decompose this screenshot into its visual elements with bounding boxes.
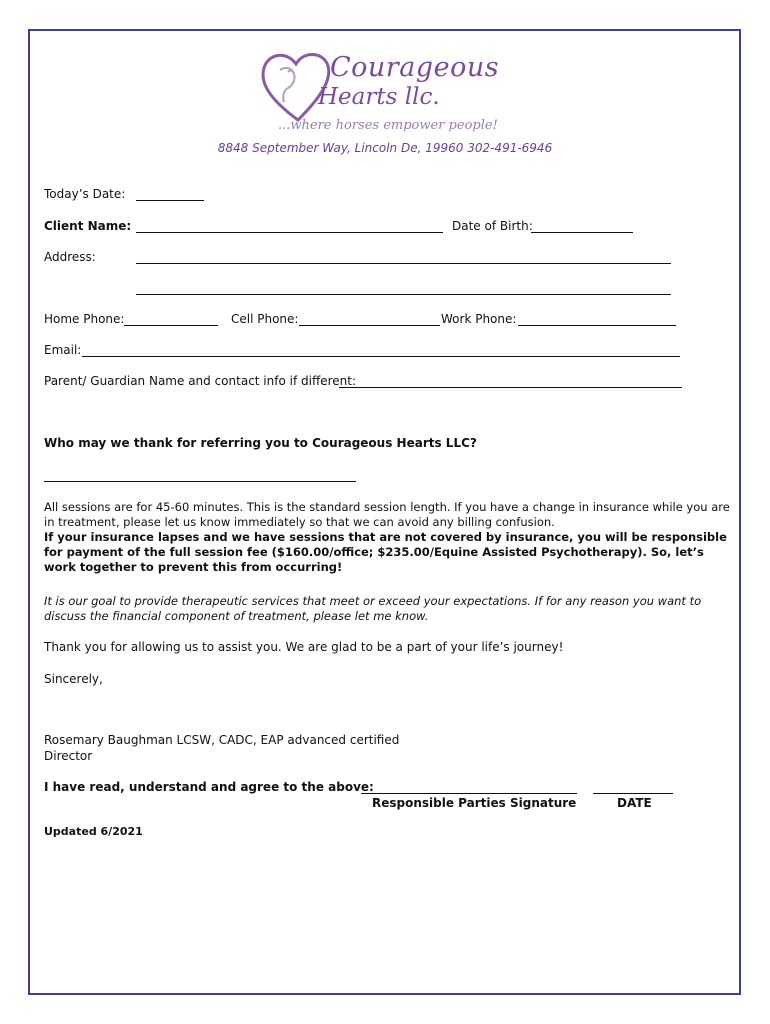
insurance-notice: If your insurance lapses and we have sessions that are not covered by insurance, you will be responsible for payment of the full session fee ($160.00/office; $235.00/Equine Assisted Psychotherapy). So, let’s work together to prevent this from occurring! xyxy=(44,530,727,574)
guardian-label: Parent/ Guardian Name and contact info if different: xyxy=(44,374,357,388)
work-phone-field[interactable] xyxy=(518,325,676,326)
cell-phone-field[interactable] xyxy=(299,325,440,326)
client-name-label: Client Name: xyxy=(44,219,132,233)
company-logo xyxy=(258,48,510,140)
signer-title: Director xyxy=(44,749,93,763)
company-address: 8848 September Way, Lincoln De, 19960 302-491-6946 xyxy=(217,141,553,155)
agreement-statement: I have read, understand and agree to the above: xyxy=(44,780,374,794)
email-label: Email: xyxy=(44,343,82,357)
logo-wordmark-line1: Courageous xyxy=(330,52,500,83)
date-label: DATE xyxy=(617,796,652,810)
address-field-line2[interactable] xyxy=(136,294,671,295)
closing-text: Sincerely, xyxy=(44,672,103,686)
todays-date-label: Today’s Date: xyxy=(44,187,126,201)
date-field[interactable] xyxy=(593,793,673,794)
address-label: Address: xyxy=(44,250,96,264)
goal-statement: It is our goal to provide therapeutic services that meet or exceed your expectations. If for any reason you want to discuss the financial component of treatment, please let me know. xyxy=(44,594,702,623)
referral-question: Who may we thank for referring you to Courageous Hearts LLC? xyxy=(44,436,477,450)
home-phone-label: Home Phone: xyxy=(44,312,125,326)
updated-note: Updated 6/2021 xyxy=(44,825,143,838)
referral-field[interactable] xyxy=(44,481,356,482)
email-field[interactable] xyxy=(82,356,680,357)
signature-field[interactable] xyxy=(361,793,577,794)
cell-phone-label: Cell Phone: xyxy=(231,312,299,326)
guardian-field[interactable] xyxy=(339,387,682,388)
logo-tagline: ...where horses empower people! xyxy=(278,118,498,133)
sessions-paragraph: All sessions are for 45-60 minutes. This is the standard session length. If you have a change in insurance while you are in treatment, please let us know immediately so that we can avoid any billing confusion. xyxy=(44,500,730,529)
dob-label: Date of Birth: xyxy=(452,219,533,233)
signature-label: Responsible Parties Signature xyxy=(372,796,577,810)
thank-you-text: Thank you for allowing us to assist you. We are glad to be a part of your life’s journey! xyxy=(44,640,564,654)
address-field-line1[interactable] xyxy=(136,263,671,264)
todays-date-field[interactable] xyxy=(136,200,204,201)
signer-name: Rosemary Baughman LCSW, CADC, EAP advanced certified xyxy=(44,733,400,747)
work-phone-label: Work Phone: xyxy=(441,312,517,326)
dob-field[interactable] xyxy=(531,232,633,233)
client-name-field[interactable] xyxy=(136,232,443,233)
home-phone-field[interactable] xyxy=(124,325,218,326)
logo-wordmark-line2: Hearts llc. xyxy=(318,84,440,110)
